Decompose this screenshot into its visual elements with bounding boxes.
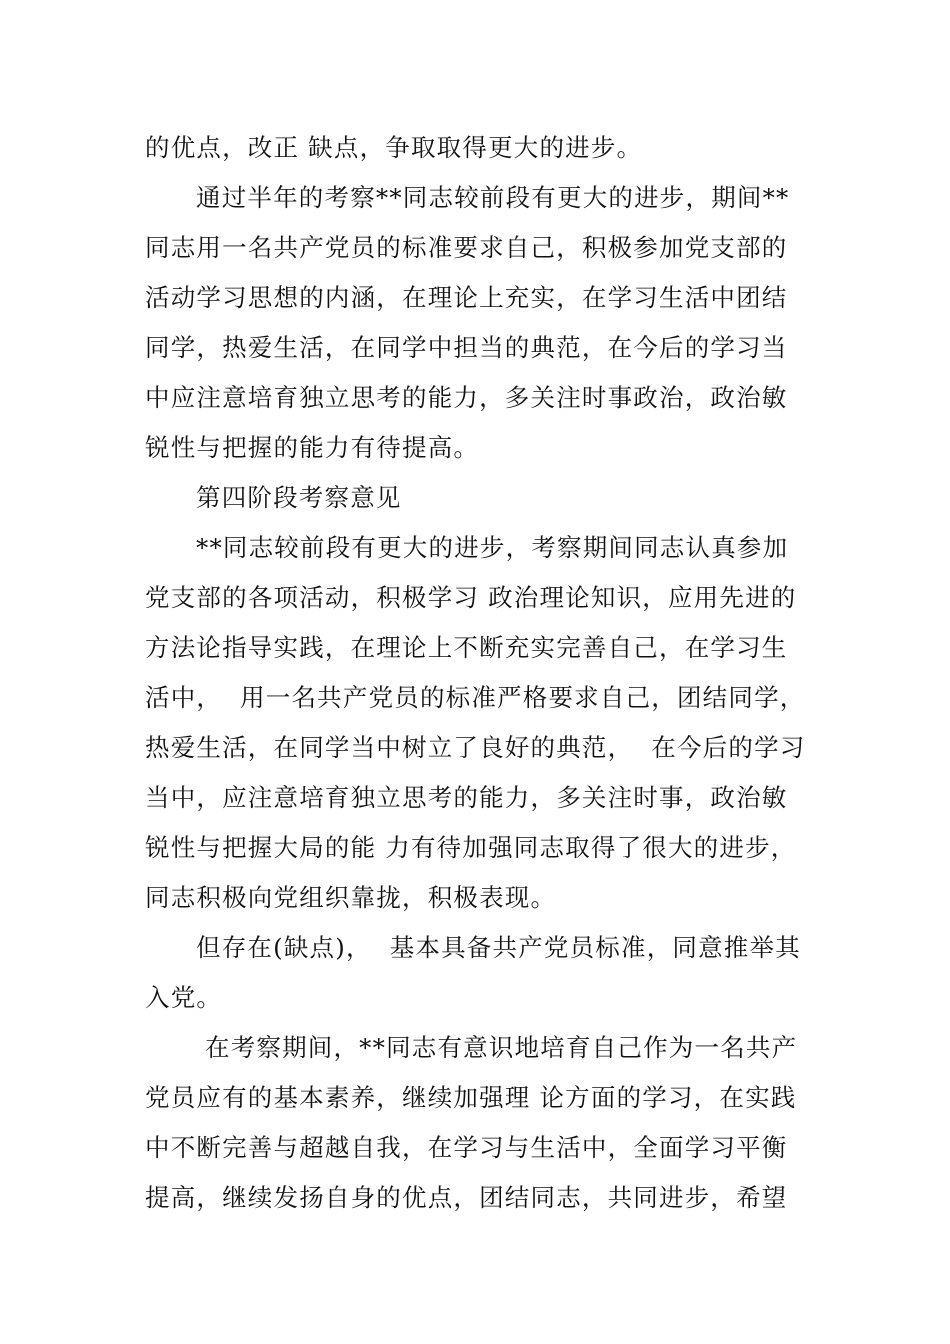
- text-line-5: 同学，热爱生活，在同学中担当的典范，在今后的学习当: [145, 333, 788, 362]
- text-line-20: 党员应有的基本素养，继续加强理 论方面的学习，在实践: [145, 1083, 797, 1112]
- text-line-21: 中不断完善与超越自我，在学习与生活中，全面学习平衡: [145, 1133, 788, 1162]
- text-line-3: 同志用一名共产党员的标准要求自己，积极参加党支部的: [145, 233, 788, 262]
- text-line-14: 当中，应注意培育独立思考的能力，多关注时事，政治敏: [145, 783, 788, 812]
- text-line-12: 活中， 用一名共产党员的标准严格要求自己，团结同学，: [145, 683, 806, 712]
- section-heading: 第四阶段考察意见: [196, 483, 402, 512]
- text-line-19: 在考察期间，**同志有意识地培育自己作为一名共产: [196, 1033, 798, 1062]
- text-line-2: 通过半年的考察**同志较前段有更大的进步，期间**: [196, 183, 790, 212]
- text-line-15: 锐性与把握大局的能 力有待加强同志取得了很大的进步，: [145, 833, 797, 862]
- text-line-11: 方法论指导实践，在理论上不断充实完善自己，在学习生: [145, 633, 788, 662]
- text-line-10: 党支部的各项活动，积极学习 政治理论知识，应用先进的: [145, 583, 797, 612]
- text-line-18: 入党。: [145, 983, 223, 1012]
- text-line-9: **同志较前段有更大的进步，考察期间同志认真参加: [196, 533, 789, 562]
- text-line-6: 中应注意培育独立思考的能力，多关注时事政治，政治敏: [145, 383, 788, 412]
- text-line-22: 提高，继续发扬自身的优点，团结同志，共同进步，希望: [145, 1183, 788, 1212]
- text-line-1: 的优点，改正 缺点，争取取得更大的进步。: [145, 133, 643, 162]
- text-line-7: 锐性与把握的能力有待提高。: [145, 433, 480, 462]
- text-line-16: 同志积极向党组织靠拢，积极表现。: [145, 883, 557, 912]
- text-line-17: 但存在(缺点)， 基本具备共产党员标准，同意推举其: [196, 933, 801, 962]
- text-line-4: 活动学习思想的内涵，在理论上充实，在学习生活中团结: [145, 283, 788, 312]
- text-line-13: 热爱生活，在同学当中树立了良好的典范， 在今后的学习: [145, 733, 806, 762]
